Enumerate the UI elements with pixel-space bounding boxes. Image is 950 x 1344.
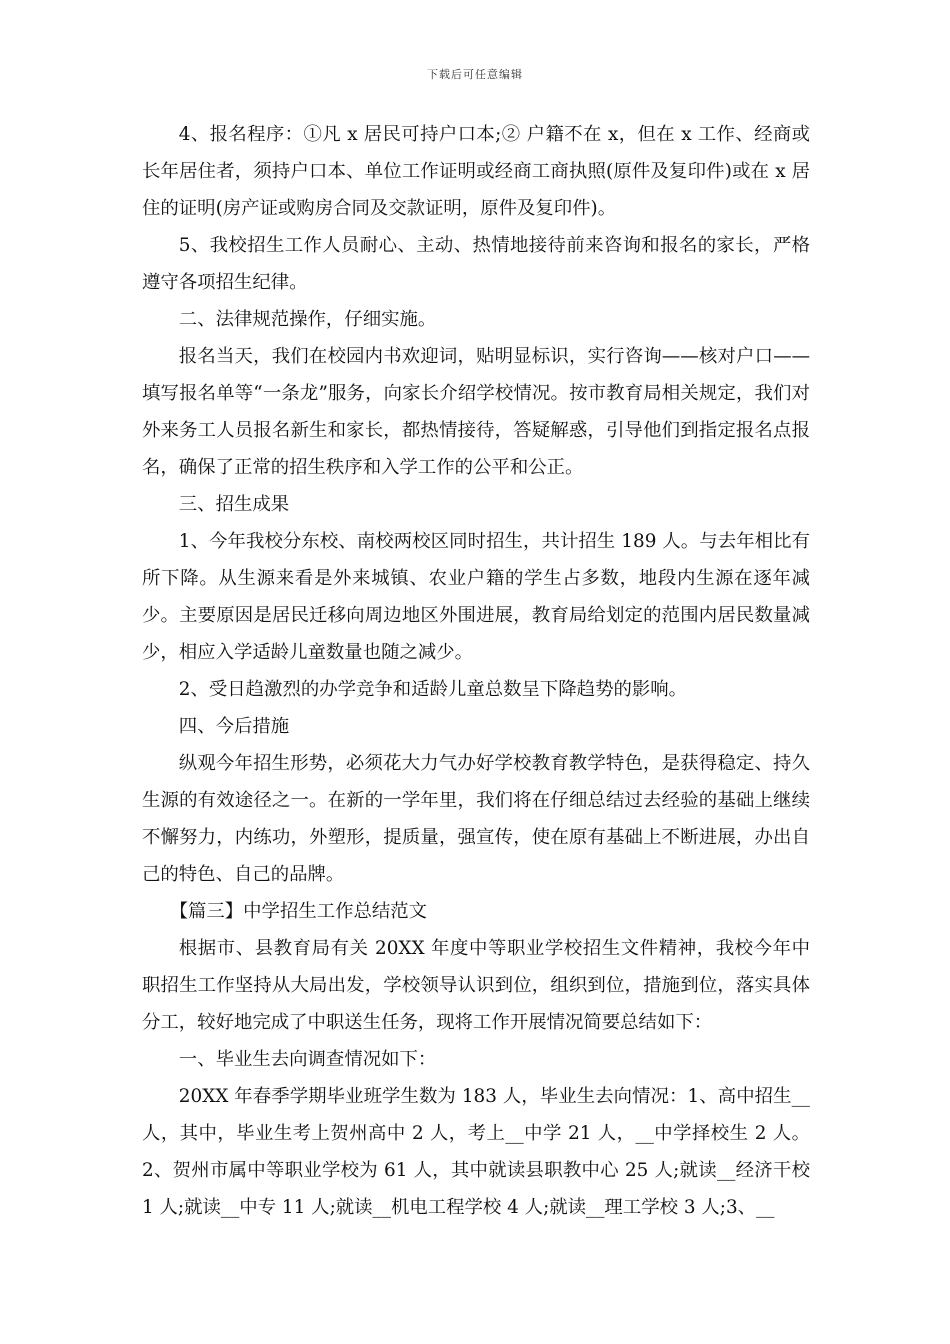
paragraph-registration-procedure: 4、报名程序：①凡 x 居民可持户口本;② 户籍不在 x，但在 x 工作、经商或长年居住者，须持户口本、单位工作证明或经商工商执照(原件及复印件)或在 x 居住的证明(房产证或购房合同及交款证明，原件及复印件)。 xyxy=(142,124,810,219)
paragraph-article-intro: 根据市、县教育局有关 20XX 年度中等职业学校招生文件精神，我校今年中职招生工作坚持从大局出发，学校领导认识到位，组织到位，措施到位，落实具体分工，较好地完成了中职送生任务，现将工作开展情况简要总结如下： xyxy=(142,938,810,1033)
paragraph-graduate-destinations: 20XX 年春季学期毕业班学生数为 183 人，毕业生去向情况：1、高中招生__人，其中，毕业生考上贺州高中 2 人，考上__中学 21 人，__中学择校生 2 人。2、贺州市属中等职业学校为 61 人，其中就读县职教中心 25 人;就读__经济干校 1 人;就读__中专 11 人;就读__机电工程学校 4 人;就读__理工学校 3 人;3、__ xyxy=(142,1086,810,1218)
header-note: 下载后可任意编辑 xyxy=(427,68,523,81)
paragraph-enrollment-results: 1、今年我校分东校、南校两校区同时招生，共计招生 189 人。与去年相比有所下降。从生源来看是外来城镇、农业户籍的学生占多数，地段内生源在逐年减少。主要原因是居民迁移向周边地区外围进展，教育局给划定的范围内居民数量减少，相应入学适龄儿童数量也随之减少。 xyxy=(142,531,810,663)
paragraph-registration-day: 报名当天，我们在校园内书欢迎词，贴明显标识，实行咨询——核对户口——填写报名单等“一条龙”服务，向家长介绍学校情况。按市教育局相关规定，我们对外来务工人员报名新生和家长，都热情接待，答疑解惑，引导他们到指定报名点报名，确保了正常的招生秩序和入学工作的公平和公正。 xyxy=(142,346,810,478)
article-three-title: 【篇三】中学招生工作总结范文 xyxy=(169,901,428,922)
paragraph-future-measures: 纵观今年招生形势，必须花大力气办好学校教育教学特色，是获得稳定、持久生源的有效途径之一。在新的一学年里，我们将在仔细总结过去经验的基础上继续不懈努力，内练功，外塑形，提质量，强宣传，使在原有基础上不断进展，办出自己的特色、自己的品牌。 xyxy=(142,753,810,885)
document-body xyxy=(142,116,810,1226)
paragraph-competition-impact: 2、受日趋激烈的办学竞争和适龄儿童总数呈下降趋势的影响。 xyxy=(178,679,688,700)
section-heading-two: 二、法律规范操作，仔细实施。 xyxy=(178,309,437,330)
paragraph-staff-conduct: 5、我校招生工作人员耐心、主动、热情地接待前来咨询和报名的家长，严格遵守各项招生纪律。 xyxy=(142,235,810,293)
section-heading-graduates: 一、毕业生去向调查情况如下： xyxy=(178,1049,437,1070)
section-heading-three: 三、招生成果 xyxy=(178,494,290,515)
section-heading-four: 四、今后措施 xyxy=(178,716,290,737)
